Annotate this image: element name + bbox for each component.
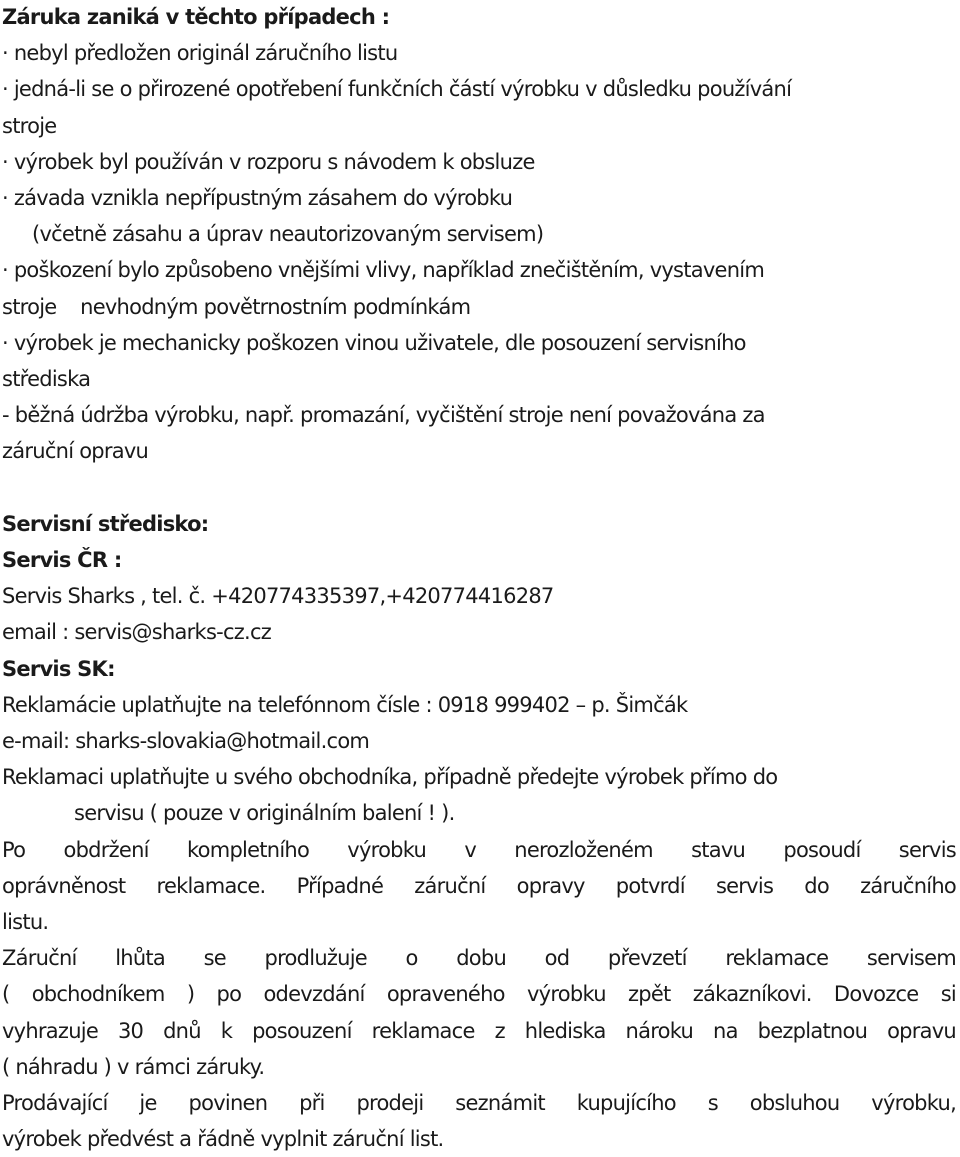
- warranty-item: (včetně zásahu a úprav neautorizovaným servisem): [32, 222, 544, 247]
- claims-paragraph-line: listu.: [2, 910, 49, 935]
- service-cz-phone: Servis Sharks , tel. č. +420774335397,+420774416287: [2, 584, 554, 609]
- warranty-item: · jedná-li se o přirozené opotřebení funkčních částí výrobku v důsledku používání: [2, 77, 792, 102]
- warranty-item: · poškození bylo způsobeno vnějšími vlivy, například znečištěním, vystavením: [2, 258, 765, 283]
- claims-paragraph-line: ( náhradu ) v rámci záruky.: [2, 1054, 265, 1079]
- section-spacer: [2, 470, 956, 506]
- service-cz-heading: Servis ČR :: [2, 548, 122, 573]
- service-sk-email: e-mail: sharks-slovakia@hotmail.com: [2, 729, 370, 754]
- claims-paragraph-line: Reklamaci uplatňujte u svého obchodníka, případně předejte výrobek přímo do: [2, 765, 778, 790]
- warranty-item: - běžná údržba výrobku, např. promazání, vyčištění stroje není považována za: [2, 403, 765, 428]
- claims-paragraph-line: výrobek předvést a řádně vyplnit záruční list.: [2, 1127, 444, 1152]
- warranty-item: · výrobek byl používán v rozporu s návodem k obsluze: [2, 149, 535, 174]
- warranty-item: stroje nevhodným povětrnostním podmínkám: [2, 294, 471, 319]
- service-cz-email: email : servis@sharks-cz.cz: [2, 620, 272, 645]
- warranty-heading: Záruka zaniká v těchto případech :: [2, 5, 390, 29]
- claims-paragraph-line: Záruční lhůta se prodlužuje o dobu od převzetí reklamace servisem: [2, 946, 956, 971]
- claims-paragraph-line: Po obdržení kompletního výrobku v nerozloženém stavu posoudí servis: [2, 837, 956, 862]
- service-heading: Servisní středisko:: [2, 511, 209, 536]
- warranty-item: záruční opravu: [2, 439, 149, 464]
- warranty-item: stroje: [2, 113, 57, 138]
- service-sk-phone: Reklamácie uplatňujte na telefónnom čísle : 0918 999402 – p. Šimčák: [2, 692, 688, 717]
- service-sk-heading: Servis SK:: [2, 656, 115, 681]
- warranty-item: · závada vznikla nepřípustným zásahem do výrobku: [2, 186, 513, 211]
- claims-paragraph-line: Prodávající je povinen při prodeji seznámit kupujícího s obsluhou výrobku,: [2, 1091, 956, 1116]
- warranty-item: · výrobek je mechanicky poškozen vinou uživatele, dle posouzení servisního: [2, 330, 746, 355]
- claims-paragraph-line: ( obchodníkem ) po odevzdání opraveného výrobku zpět zákazníkovi. Dovozce si: [2, 982, 956, 1007]
- warranty-item: střediska: [2, 367, 91, 392]
- claims-paragraph-line: vyhrazuje 30 dnů k posouzení reklamace z hlediska nároku na bezplatnou opravu: [2, 1018, 956, 1043]
- claims-paragraph-line: oprávněnost reklamace. Případné záruční opravy potvrdí servis do záručního: [2, 873, 956, 898]
- claims-paragraph-line: servisu ( pouze v originálním balení ! ).: [74, 801, 455, 826]
- warranty-item: · nebyl předložen originál záručního listu: [2, 41, 398, 66]
